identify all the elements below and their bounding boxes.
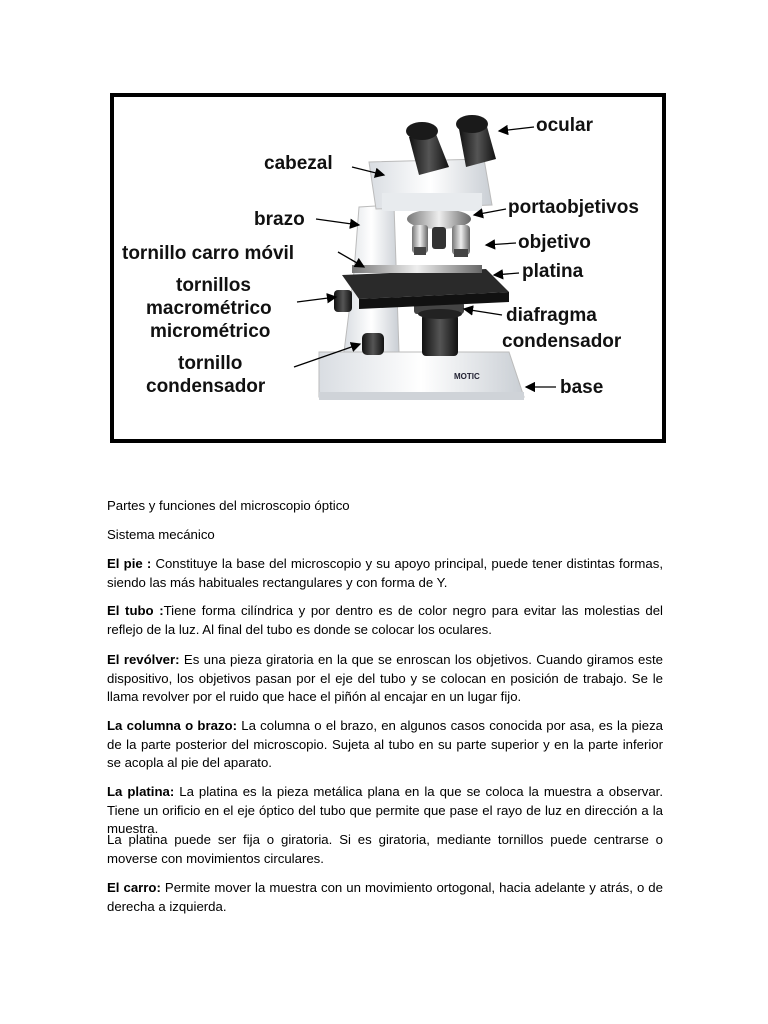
label-tornillos: tornillos bbox=[176, 275, 251, 296]
paragraph-tubo bbox=[107, 602, 663, 639]
paragraph-term: El tubo : bbox=[107, 603, 164, 618]
paragraph-columna bbox=[107, 717, 663, 773]
paragraph-term: El carro: bbox=[107, 880, 161, 895]
paragraph-text: Constituye la base del microscopio y su apoyo principal, puede tener distintas formas, siendo las más habituales rectangulares y con forma de Y. bbox=[107, 556, 663, 590]
brand-logo: MOTIC bbox=[454, 372, 480, 381]
label-brazo: brazo bbox=[254, 209, 305, 230]
label-macrometrico: macrométrico bbox=[146, 298, 272, 319]
label-condensador-right: condensador bbox=[502, 331, 622, 352]
doc-title bbox=[107, 497, 663, 516]
label-tornillo: tornillo bbox=[178, 353, 243, 374]
microscope-diagram bbox=[114, 97, 662, 439]
paragraph-revolver bbox=[107, 651, 663, 707]
paragraph-carro bbox=[107, 879, 663, 916]
paragraph-text: Permite mover la muestra con un movimiento ortogonal, hacia adelante y atrás, o de derecha a izquierda. bbox=[107, 880, 663, 914]
microscope-condenser bbox=[414, 302, 464, 356]
label-base: base bbox=[560, 377, 604, 398]
microscope-base bbox=[319, 352, 524, 400]
paragraph-text: La platina es la pieza metálica plana en la que se coloca la muestra a observar. Tiene un orificio en el eje óptico del tubo que permite que pase el rayo de luz en dirección a la muestra. bbox=[107, 784, 663, 836]
microscope-objectives bbox=[407, 209, 471, 257]
doc-section-text: Sistema mecánico bbox=[107, 527, 215, 542]
label-platina: platina bbox=[522, 261, 584, 282]
doc-section bbox=[107, 526, 663, 545]
microscope-figure bbox=[110, 93, 666, 443]
paragraph-term: La columna o brazo: bbox=[107, 718, 237, 733]
label-micrometrico: micrométrico bbox=[150, 321, 271, 342]
label-objetivo: objetivo bbox=[518, 232, 591, 253]
paragraph-text: La columna o el brazo, en algunos casos conocida por asa, es la pieza de la parte posterior del microscopio. Sujeta al tubo en su parte superior y en la parte inferior se acopla al pie del aparato. bbox=[107, 718, 663, 770]
paragraph-platina-giratoria bbox=[107, 831, 663, 868]
label-diafragma: diafragma bbox=[506, 305, 597, 326]
paragraph-text: La platina puede ser fija o giratoria. Si es giratoria, mediante tornillos puede centrarse o moverse con movimientos circulares. bbox=[107, 832, 663, 866]
paragraph-term: El pie : bbox=[107, 556, 152, 571]
label-ocular: ocular bbox=[536, 115, 594, 136]
paragraph-term: La platina: bbox=[107, 784, 175, 799]
label-tornillo-carro: tornillo carro móvil bbox=[122, 243, 295, 264]
label-cabezal: cabezal bbox=[264, 153, 333, 174]
paragraph-text: Tiene forma cilíndrica y por dentro es de color negro para evitar las molestias del reflejo de la luz. Al final del tubo es donde se colocar los oculares. bbox=[107, 603, 663, 637]
doc-title-text: Partes y funciones del microscopio óptico bbox=[107, 498, 350, 513]
paragraph-term: El revólver: bbox=[107, 652, 180, 667]
paragraph-pie bbox=[107, 555, 663, 592]
label-portaobjetivos: portaobjetivos bbox=[508, 197, 639, 218]
paragraph-text: Es una pieza giratoria en la que se enroscan los objetivos. Cuando giramos este dispositivo, los objetivos pasan por el eje del tubo y se colocan en posición de trabajo. Se le llama revolver por el ruido que hace el piñón al encajar en un lugar fijo. bbox=[107, 652, 663, 704]
microscope-stage bbox=[342, 265, 509, 309]
label-condensador-left: condensador bbox=[146, 376, 266, 397]
